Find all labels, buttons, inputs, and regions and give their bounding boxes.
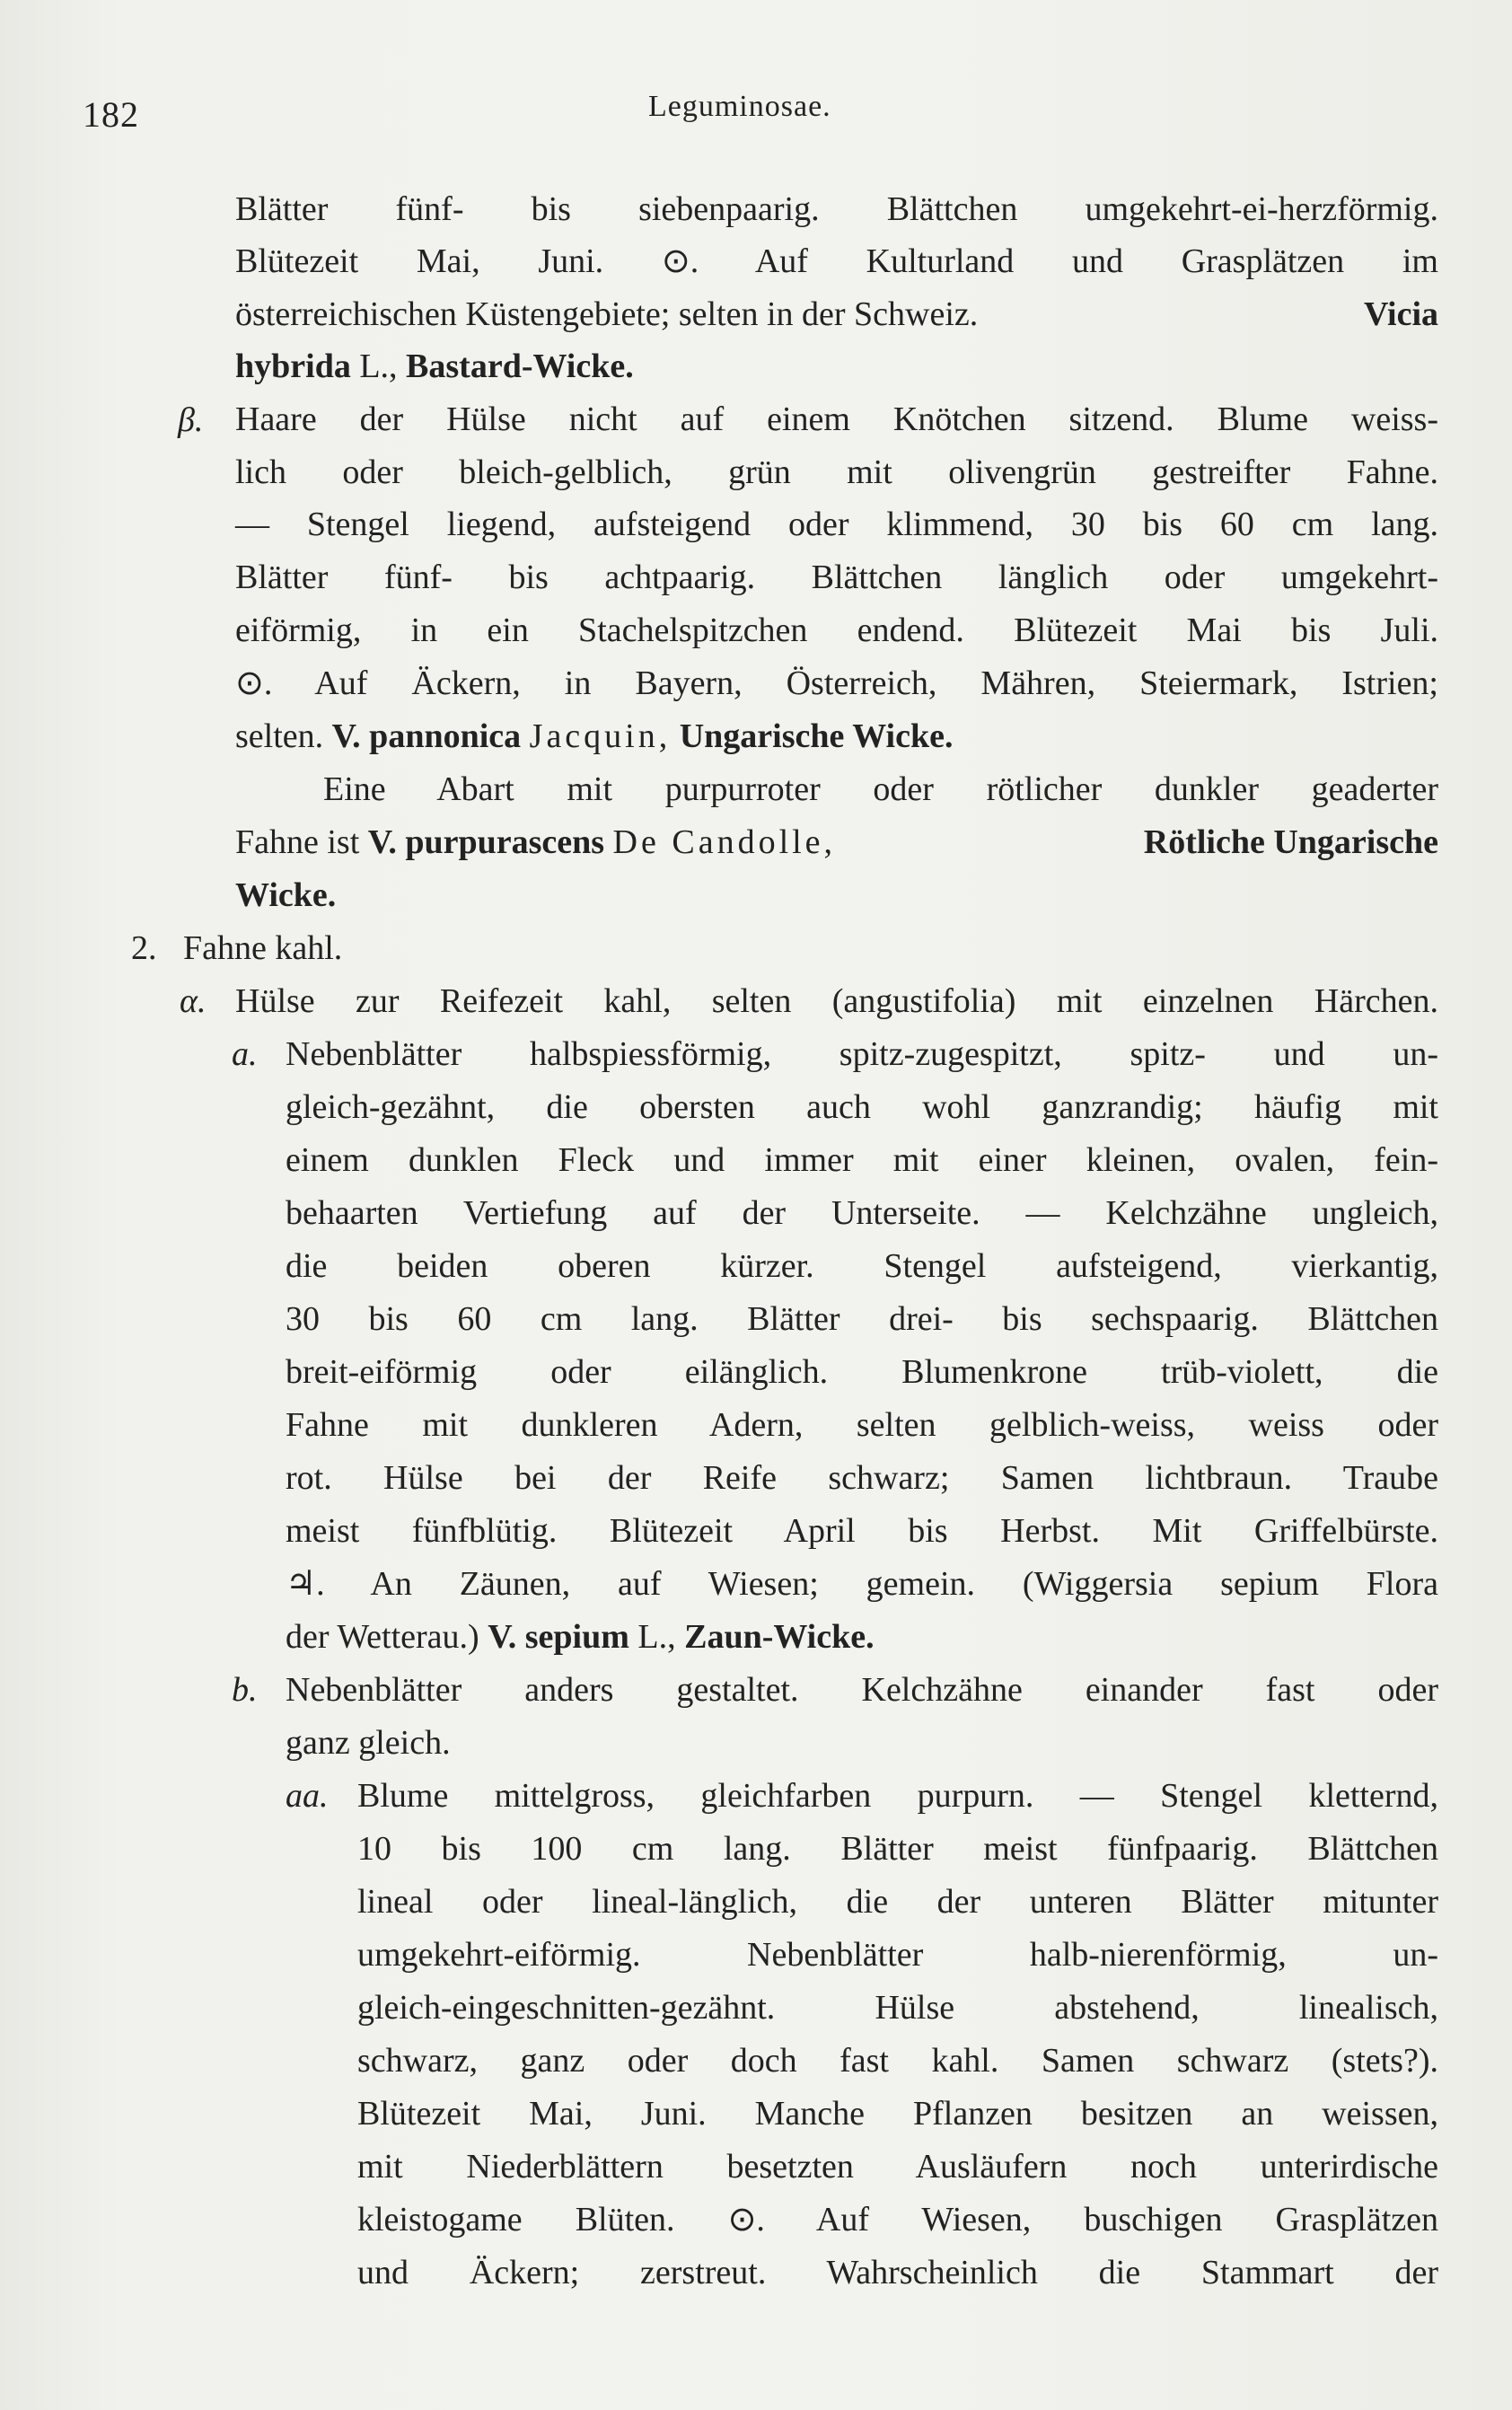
text-line: die beiden oberen kürzer. Stengel aufsteigend, vierkantig, xyxy=(286,1247,1438,1285)
text-line: ⊙. Auf Äckern, in Bayern, Österreich, Mähren, Steiermark, Istrien; xyxy=(235,664,1438,702)
text-line: Haare der Hülse nicht auf einem Knötchen sitzend. Blume weiss- xyxy=(235,400,1438,438)
text-line: — Stengel liegend, aufsteigend oder klimmend, 30 bis 60 cm lang. xyxy=(235,506,1438,543)
text-line xyxy=(235,346,634,387)
text-line: gleich-eingeschnitten-gezähnt. Hülse abstehend, linealisch, xyxy=(357,1989,1438,2027)
text-line xyxy=(286,1616,875,1658)
list-marker-2: 2. xyxy=(131,929,157,967)
text-line: 30 bis 60 cm lang. Blätter drei- bis sechspaarig. Blättchen xyxy=(286,1300,1438,1338)
text-line xyxy=(235,716,953,757)
list-marker-a: a. xyxy=(232,1035,258,1073)
text-run: selten. xyxy=(235,717,324,755)
text-line: Wicke. xyxy=(235,876,337,914)
species-name: Vicia xyxy=(1363,295,1438,333)
text-line: umgekehrt-eiförmig. Nebenblätter halb-nierenförmig, un- xyxy=(357,1936,1438,1974)
text-line: einem dunklen Fleck und immer mit einer kleinen, ovalen, fein- xyxy=(286,1141,1438,1179)
text-line: mit Niederblättern besetzten Ausläufern noch unterirdische xyxy=(357,2148,1438,2186)
species-name: V. pannonica xyxy=(331,717,522,755)
running-head: Leguminosae. xyxy=(648,90,831,123)
text-line: und Äckern; zerstreut. Wahrscheinlich die Stammart der xyxy=(357,2254,1438,2291)
text-line xyxy=(235,294,1438,335)
common-name: Zaun-Wicke. xyxy=(684,1618,875,1656)
text-line: eiförmig, in ein Stachelspitzchen endend. Blütezeit Mai bis Juli. xyxy=(235,611,1438,649)
species-name: V. sepium xyxy=(488,1618,629,1656)
text-line: meist fünfblütig. Blütezeit April bis Herbst. Mit Griffelbürste. xyxy=(286,1512,1438,1550)
text-line: gleich-gezähnt, die obersten auch wohl ganzrandig; häufig mit xyxy=(286,1088,1438,1126)
text-line: ganz gleich. xyxy=(286,1724,451,1762)
text-line: Blütezeit Mai, Juni. ⊙. Auf Kulturland und Grasplätzen im xyxy=(235,242,1438,280)
text-line: Blume mittelgross, gleichfarben purpurn. — Stengel kletternd, xyxy=(357,1777,1438,1815)
list-marker-beta: β. xyxy=(178,401,204,439)
text-run: der Wetterau.) xyxy=(286,1618,479,1656)
text-line: kleistogame Blüten. ⊙. Auf Wiesen, buschigen Grasplätzen xyxy=(357,2201,1438,2238)
text-line: 10 bis 100 cm lang. Blätter meist fünfpaarig. Blättchen xyxy=(357,1830,1438,1868)
text-run: österreichischen Küstengebiete; selten in der Schweiz. xyxy=(235,295,979,333)
text-line: rot. Hülse bei der Reife schwarz; Samen lichtbraun. Traube xyxy=(286,1459,1438,1497)
text-line: Eine Abart mit purpurroter oder rötlicher dunkler geaderter xyxy=(323,770,1438,808)
author-name: L., xyxy=(637,1618,676,1656)
author-name: Jacquin, xyxy=(529,717,672,755)
text-line: Nebenblätter anders gestaltet. Kelchzähne einander fast oder xyxy=(286,1671,1438,1709)
text-line: Blätter fünf- bis siebenpaarig. Blättchen umgekehrt-ei-herzförmig. xyxy=(235,190,1438,228)
text-line: ♃. An Zäunen, auf Wiesen; gemein. (Wiggersia sepium Flora xyxy=(286,1565,1438,1603)
text-line: Hülse zur Reifezeit kahl, selten (angustifolia) mit einzelnen Härchen. xyxy=(235,982,1438,1020)
text-line: lineal oder lineal-länglich, die der unteren Blätter mitunter xyxy=(357,1883,1438,1921)
author-name: De Candolle, xyxy=(612,823,837,861)
page-number: 182 xyxy=(83,94,139,135)
text-line: lich oder bleich-gelblich, grün mit olivengrün gestreifter Fahne. xyxy=(235,453,1438,491)
list-marker-alpha: α. xyxy=(180,982,207,1020)
text-line: Blütezeit Mai, Juni. Manche Pflanzen besitzen an weissen, xyxy=(357,2095,1438,2133)
text-line xyxy=(235,822,1438,863)
list-marker-aa: aa. xyxy=(286,1777,329,1815)
text-run: Fahne ist xyxy=(235,823,360,861)
text-line: Fahne mit dunkleren Adern, selten gelblich-weiss, weiss oder xyxy=(286,1406,1438,1444)
species-name: hybrida xyxy=(235,347,351,385)
text-line: schwarz, ganz oder doch fast kahl. Samen schwarz (stets?). xyxy=(357,2042,1438,2080)
text-line: breit-eiförmig oder eilänglich. Blumenkrone trüb-violett, die xyxy=(286,1353,1438,1391)
common-name: Bastard-Wicke. xyxy=(406,347,634,385)
text-line: Nebenblätter halbspiessförmig, spitz-zugespitzt, spitz- und un- xyxy=(286,1035,1438,1073)
text-line: Blätter fünf- bis achtpaarig. Blättchen länglich oder umgekehrt- xyxy=(235,559,1438,596)
text-line: Fahne kahl. xyxy=(183,929,343,967)
text-line: behaarten Vertiefung auf der Unterseite. — Kelchzähne ungleich, xyxy=(286,1194,1438,1232)
list-marker-b: b. xyxy=(232,1671,258,1709)
common-name: Ungarische Wicke. xyxy=(679,717,954,755)
common-name: Rötliche Ungarische xyxy=(1143,823,1438,861)
species-name: V. purpurascens xyxy=(367,823,605,861)
author-name: L., xyxy=(359,347,398,385)
